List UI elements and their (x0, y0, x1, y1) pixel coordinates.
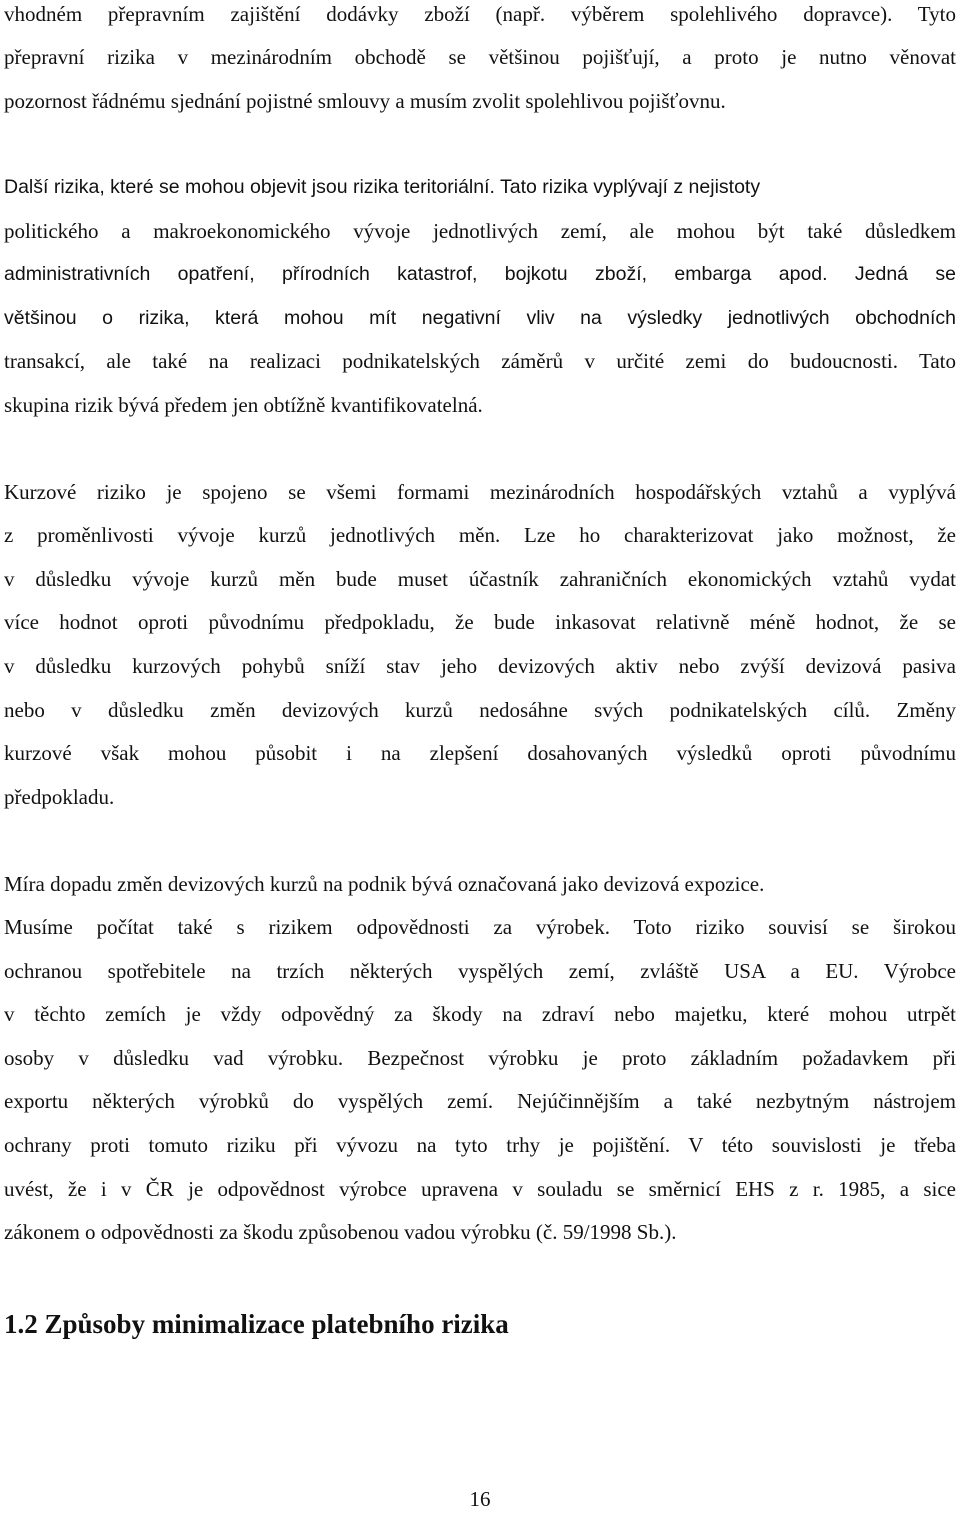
text-line: skupina rizik bývá předem jen obtížně kvantifikovatelná. (4, 393, 483, 417)
text-line: v důsledku kurzových pohybů sníží stav jeho devizových aktiv nebo zvýší devizová pasiva (4, 654, 956, 678)
text-line: osoby v důsledku vad výrobku. Bezpečnost výrobku je proto základním požadavkem při (4, 1046, 956, 1070)
text-line: pozornost řádnému sjednání pojistné smlouvy a musím zvolit spolehlivou pojišťovnu. (4, 89, 726, 113)
text-line: předpokladu. (4, 785, 115, 809)
text-line: exportu některých výrobků do vyspělých zemí. Nejúčinnějším a také nezbytným nástrojem (4, 1089, 956, 1113)
text-line: kurzové však mohou působit i na zlepšení dosahovaných výsledků oproti původnímu (4, 741, 956, 765)
text-line: administrativních opatření, přírodních katastrof, bojkotu zboží, embarga apod. Jedná se (4, 263, 956, 285)
page-number: 16 (469, 1487, 491, 1511)
text-line: z proměnlivosti vývoje kurzů jednotlivých měn. Lze ho charakterizovat jako možnost, že (4, 523, 956, 547)
text-line: většinou o rizika, která mohou mít negativní vliv na výsledky jednotlivých obchodních (4, 307, 956, 329)
text-line: zákonem o odpovědnosti za škodu způsobenou vadou výrobku (č. 59/1998 Sb.). (4, 1220, 677, 1244)
text-line: uvést, že i v ČR je odpovědnost výrobce upravena v souladu se směrnicí EHS z r. 1985, a sice (4, 1177, 956, 1201)
text-line: Musíme počítat také s rizikem odpovědnosti za výrobek. Toto riziko souvisí se širokou (4, 915, 956, 939)
text-line: vhodném přepravním zajištění dodávky zboží (např. výběrem spolehlivého dopravce). Tyto (4, 2, 956, 26)
text-line: transakcí, ale také na realizaci podnikatelských záměrů v určité zemi do budoucnosti. Tato (4, 349, 956, 373)
text-line: v důsledku vývoje kurzů měn bude muset účastník zahraničních ekonomických vztahů vydat (4, 567, 956, 591)
text-line: více hodnot oproti původnímu předpokladu, že bude inkasovat relativně méně hodnot, že se (4, 610, 956, 634)
text-line: Míra dopadu změn devizových kurzů na podnik bývá označovaná jako devizová expozice. (4, 872, 765, 896)
text-line: Kurzové riziko je spojeno se všemi formami mezinárodních hospodářských vztahů a vyplývá (4, 480, 956, 504)
text-line: politického a makroekonomického vývoje jednotlivých zemí, ale mohou být také důsledkem (4, 219, 956, 243)
text-line: přepravní rizika v mezinárodním obchodě se většinou pojišťují, a proto je nutno věnovat (4, 45, 956, 69)
section-heading: 1.2 Způsoby minimalizace platebního rizika (4, 1309, 509, 1339)
text-line: v těchto zemích je vždy odpovědný za škody na zdraví nebo majetku, které mohou utrpět (4, 1002, 956, 1026)
text-line: ochrany proti tomuto riziku při vývozu na tyto trhy je pojištění. V této souvislosti je třeba (4, 1133, 956, 1157)
text-line: Další rizika, které se mohou objevit jsou rizika teritoriální. Tato rizika vyplývají z nejistoty (4, 176, 761, 198)
text-line: nebo v důsledku změn devizových kurzů nedosáhne svých podnikatelských cílů. Změny (4, 698, 956, 722)
text-line: ochranou spotřebitele na trzích některých vyspělých zemí, zvláště USA a EU. Výrobce (4, 959, 956, 983)
